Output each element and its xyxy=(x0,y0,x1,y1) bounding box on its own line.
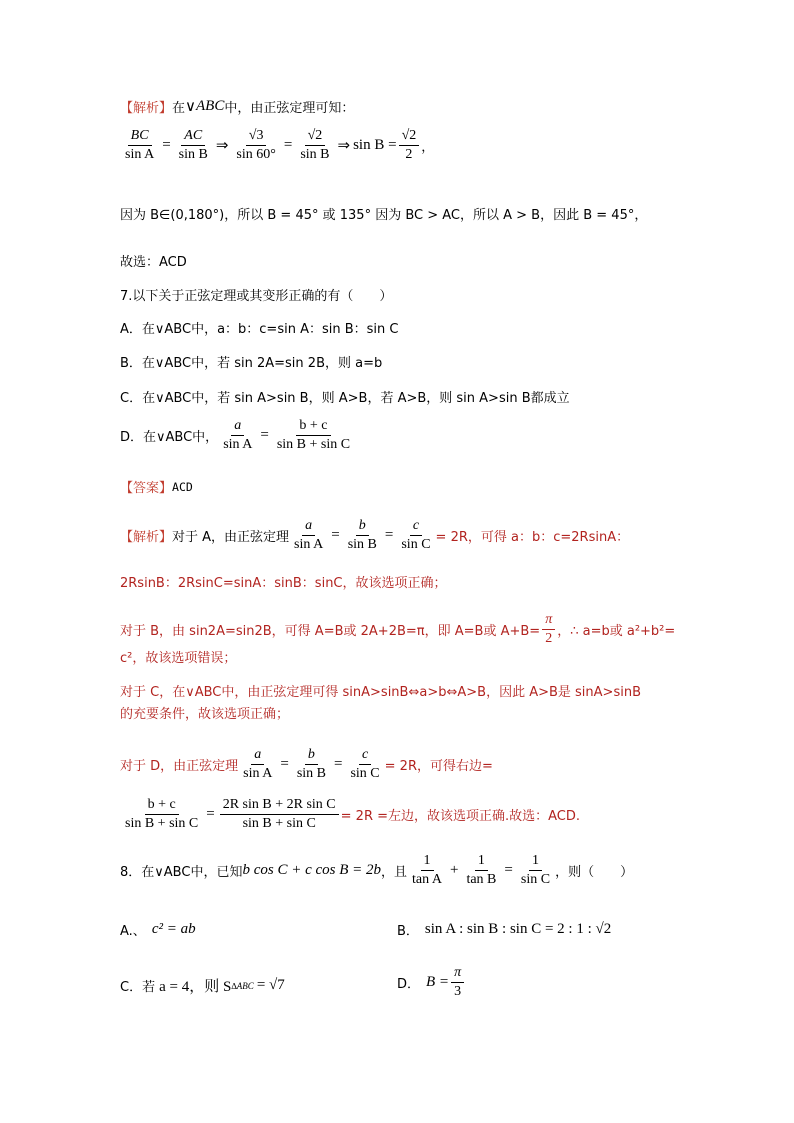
comma: ， xyxy=(421,140,435,156)
d7-frac-b: $\frac{b}{\text{sin B}}$ xyxy=(296,747,326,782)
a7-frac-b: $\frac{b}{\text{sin B}}$ xyxy=(347,518,377,553)
q8-option-d-frac: $\frac{\pi}{3}$ xyxy=(451,965,464,1000)
analysis7-d-end: = 2R =左边，故该选项正确.故选：ACD. xyxy=(340,809,581,825)
analysis7-tag: 【解析】 xyxy=(120,530,173,546)
fraction-bc-sina: $\frac{BC}{\text{sin A}}$ xyxy=(125,128,155,163)
q8-option-d-label: D． xyxy=(397,977,421,993)
a7-frac-c: $\frac{c}{\text{sin C}}$ xyxy=(401,518,431,553)
analysis7-c-line1-text: 对于 C，在∨ABC中，由正弦定理可得 sinA>sinB⇔a>b⇔A>B，因此 A>B是 sinA>sinB xyxy=(120,685,641,700)
q8-stem: 8．在∨ABC中，已知 b cos C + c cos B = 2b ，且 $\frac{1}{\text{tan A}}$ + $\frac{1}{\text{tan B}}$ = $\frac{1}{\text{sin C}}$ ，则（ ） xyxy=(120,853,634,888)
q8-stem-end: ，则（ ） xyxy=(555,865,634,881)
q7-d-frac-a: $\frac{a}{\text{sin A}}$ xyxy=(223,418,253,453)
q7-option-b-text: B．在∨ABC中，若 sin 2A=sin 2B，则 a=b xyxy=(120,356,383,371)
q8-option-c-label: C．若 xyxy=(120,980,156,995)
analysis7-c-line2-text: 的充要条件，故该选项正确； xyxy=(120,707,290,722)
d7-frac-a: $\frac{a}{\text{sin A}}$ xyxy=(243,747,273,782)
analysis7-b-line1b: ，∴ a=b或 a²+b²= xyxy=(557,624,676,640)
result-sinb: sin B = xyxy=(353,137,397,154)
analysis7-a-prefix: 对于 A，由正弦定理 xyxy=(172,530,290,546)
d7-frac-c: $\frac{c}{\text{sin C}}$ xyxy=(350,747,380,782)
analysis6-answer xyxy=(120,251,187,270)
answer-text: 故选：ACD xyxy=(120,255,187,270)
q7-option-d: D．在∨ABC中， $\frac{a}{\text{sin A}}$ = $\frac{b + c}{\text{sin B + sin C}}$ xyxy=(120,418,355,453)
q8-frac-sinc: $\frac{1}{\text{sin C}}$ xyxy=(520,853,551,888)
q7-d-frac-bc: $\frac{b + c}{\text{sin B + sin C}}$ xyxy=(276,418,351,453)
q8-option-c-sub: ∆ABC xyxy=(231,980,254,991)
q8-option-d-b: B = xyxy=(426,974,450,991)
q8-stem-mid: ，且 xyxy=(381,865,408,881)
fraction-ac-sinb: $\frac{AC}{\text{sin B}}$ xyxy=(178,128,208,163)
analysis7-c-line1 xyxy=(120,681,641,700)
q8-option-a-text: c² = ab xyxy=(151,921,196,937)
q8-option-a-label: A.、 xyxy=(120,924,146,939)
analysis-tag: 【解析】 xyxy=(120,101,173,116)
triangle-symbol: ∨ xyxy=(185,99,197,115)
q7-option-a xyxy=(120,318,399,337)
q7-stem-text: 7.以下关于正弦定理或其变形正确的有（ ） xyxy=(120,289,393,304)
fraction-sqrt3-sin60: $\frac{√3}{\sin 60^\circ}$ xyxy=(236,128,276,163)
analysis7-a: 【解析】 对于 A，由正弦定理 $\frac{a}{\text{sin A}}$ = $\frac{b}{\text{sin B}}$ = $\frac{c}{\text{sin C}}$ = 2R，可得 a：b：c=2RsinA： xyxy=(120,518,630,553)
analysis6-equation: $\frac{BC}{\text{sin A}}$ = $\frac{AC}{\text{sin B}}$ ⇒ $\frac{√3}{\sin 60^\circ}$ = $\frac{√2}{\text{sin B}}$ ⇒ sin B = $\frac{√2}{2}$ ， xyxy=(120,128,434,163)
q7-answer-value: ACD xyxy=(172,479,193,494)
analysis7-c-line2 xyxy=(120,703,289,722)
analysis6-header xyxy=(120,97,354,116)
analysis6-intro: 在 xyxy=(172,101,186,116)
analysis7-d-suffix: = 2R，可得右边= xyxy=(384,759,493,775)
q8-frac-tana: $\frac{1}{\text{tan A}}$ xyxy=(412,853,442,888)
q8-stem-prefix: 8．在∨ABC中，已知 xyxy=(120,865,243,881)
q7-option-b xyxy=(120,352,382,371)
d7-frac-bc: $\frac{b + c}{\text{sin B + sin C}}$ xyxy=(125,797,199,832)
q8-option-c xyxy=(120,975,285,996)
analysis7-a-line2-text: 2RsinB：2RsinC=sinA：sinB：sinC，故该选项正确； xyxy=(120,576,447,591)
analysis7-d-prefix: 对于 D，由正弦定理 xyxy=(120,759,239,775)
analysis7-b-line1a: 对于 B，由 sin2A=sin2B，可得 A=B或 2A+2B=π，即 A=B或 A+B= xyxy=(120,624,541,640)
triangle-name: ABC xyxy=(196,98,225,114)
analysis7-a-line2 xyxy=(120,572,447,591)
a7-frac-a: $\frac{a}{\text{sin A}}$ xyxy=(294,518,324,553)
q8-option-b-text: sin A : sin B : sin C = 2 : 1 : √2 xyxy=(424,921,612,937)
q7-stem xyxy=(120,285,392,304)
d7-frac-2r: $\frac{\text{2R sin B + 2R sin C}}{\text{sin B + sin C}}$ xyxy=(220,797,339,832)
analysis7-b xyxy=(120,612,675,647)
q8-option-d xyxy=(397,965,466,1000)
q7-option-c xyxy=(120,387,570,406)
q8-option-c-end: = √7 xyxy=(256,977,285,993)
q8-condition: b cos C + c cos B = 2b xyxy=(242,862,382,879)
analysis7-b-line2 xyxy=(120,647,236,666)
q8-option-b xyxy=(397,920,611,939)
analysis7-d: 对于 D，由正弦定理 $\frac{a}{\text{sin A}}$ = $\frac{b}{\text{sin B}}$ = $\frac{c}{\text{sin C}}$ = 2R，可得右边= xyxy=(120,747,493,782)
q7-option-d-prefix: D．在∨ABC中， xyxy=(120,430,219,446)
analysis7-d-line2: $\frac{b + c}{\text{sin B + sin C}}$ = $\frac{\text{2R sin B + 2R sin C}}{\text{sin B + sin C}}$ = 2R =左边，故该选项正确.故选：ACD. xyxy=(120,797,580,832)
analysis6-reason xyxy=(120,204,647,223)
analysis7-b-line2-text: c²，故该选项错误； xyxy=(120,651,237,666)
fraction-sqrt2-2: $\frac{√2}{2}$ xyxy=(399,128,420,163)
answer-tag: 【答案】 xyxy=(120,481,173,496)
analysis6-intro-end: 中，由正弦定理可知： xyxy=(224,101,355,116)
q8-frac-tanb: $\frac{1}{\text{tan B}}$ xyxy=(466,853,497,888)
q8-option-a xyxy=(120,920,196,939)
q7-option-c-text: C．在∨ABC中，若 sin A>sin B，则 A>B，若 A>B，则 sin A>sin B都成立 xyxy=(120,391,570,406)
analysis7-a-suffix: = 2R，可得 a：b：c=2RsinA： xyxy=(435,530,630,546)
q7-option-a-text: A．在∨ABC中，a：b：c=sin A：sin B：sin C xyxy=(120,322,399,337)
q8-option-c-text: a = 4，则 S xyxy=(159,979,232,995)
q7-answer xyxy=(120,477,193,496)
fraction-sqrt2-sinb: $\frac{√2}{\text{sin B}}$ xyxy=(300,128,330,163)
reason-text: 因为 B∈(0,180°)，所以 B = 45° 或 135° 因为 BC > AC，所以 A > B，因此 B = 45°， xyxy=(120,208,648,223)
pi-over-2: $\frac{\pi}{2}$ xyxy=(542,612,555,647)
q8-option-b-label: B． xyxy=(397,924,419,939)
